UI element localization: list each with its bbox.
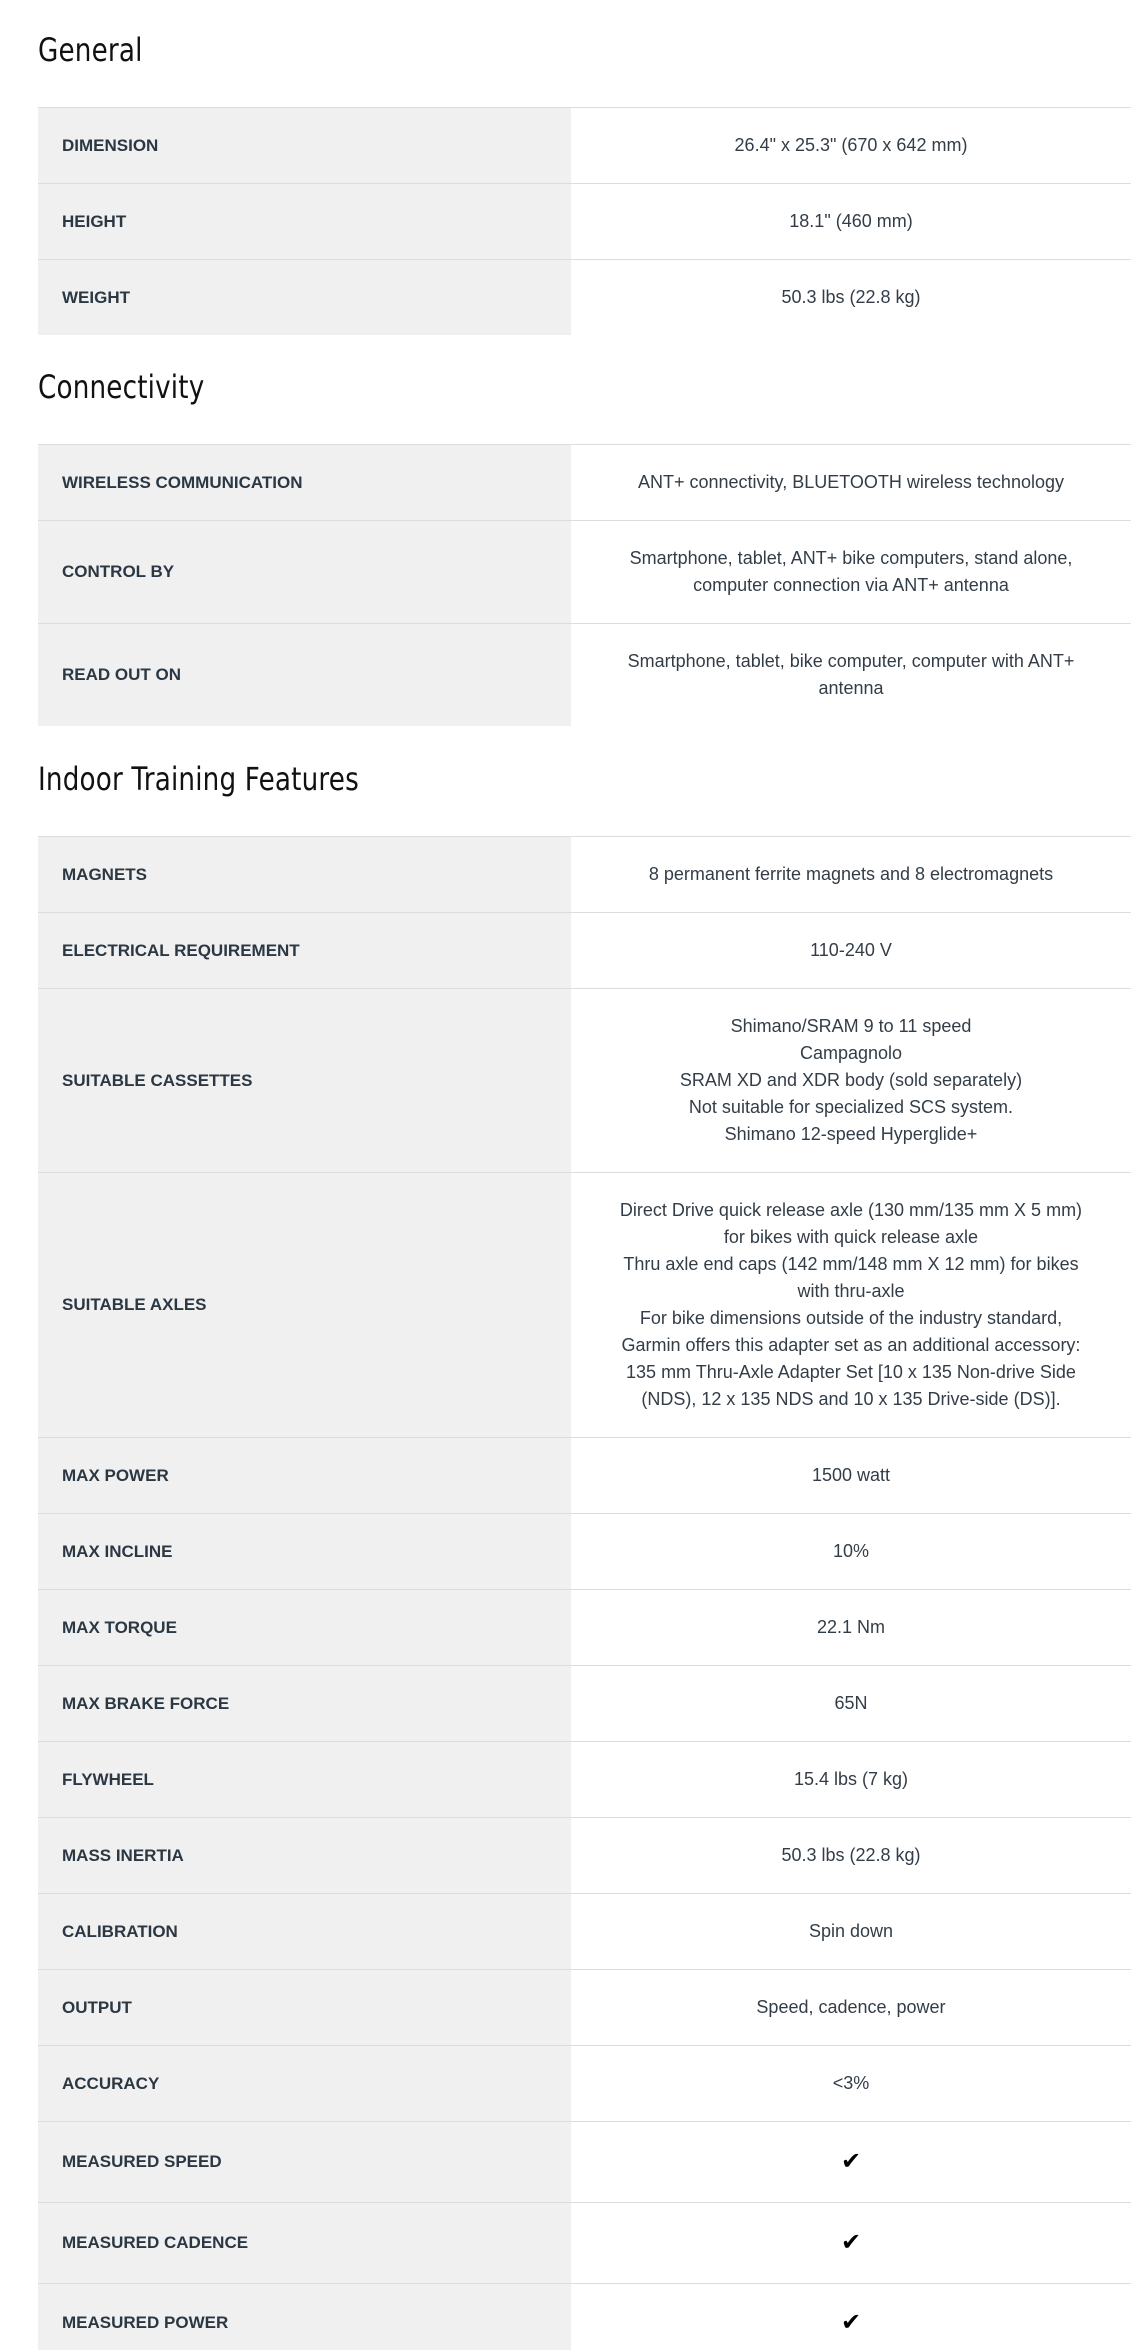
spec-row-measured-cadence bbox=[38, 2203, 1131, 2284]
spec-row-measured-speed bbox=[38, 2122, 1131, 2203]
spec-row-read-out-on bbox=[38, 624, 1131, 726]
spec-label: MASS INERTIA bbox=[38, 1818, 571, 1893]
spec-value: 22.1 Nm bbox=[816, 1617, 886, 1637]
spec-label: MAX POWER bbox=[38, 1438, 571, 1513]
spec-label: SUITABLE AXLES bbox=[38, 1173, 571, 1437]
spec-label: MAX INCLINE bbox=[38, 1514, 571, 1589]
spec-value: 15.4 lbs (7 kg) bbox=[793, 1769, 909, 1789]
spec-row-mass-inertia bbox=[38, 1818, 1131, 1894]
spec-value: 18.1" (460 mm) bbox=[789, 211, 913, 231]
spec-value: 26.4" x 25.3" (670 x 642 mm) bbox=[734, 135, 968, 155]
spec-value: ANT+ connectivity, BLUETOOTH wireless technology bbox=[638, 472, 1064, 492]
spec-label: ELECTRICAL REQUIREMENT bbox=[38, 913, 571, 988]
section-indoor-training-features bbox=[38, 760, 1131, 2350]
spec-label: READ OUT ON bbox=[38, 624, 571, 726]
spec-value: 110-240 V bbox=[810, 940, 892, 960]
spec-value: Direct Drive quick release axle (130 mm/135 mm X 5 mm) for bikes with quick release axle Thru axle end caps (142 mm/148 mm X 12 mm) for bikes with thru-axle For bike dimensions outside of the industry standard, Garmin offers this adapter set as an additional accessory: 135 mm Thru-Axle Adapter Set [10 x 135 Non-drive Side (NDS), 12 x 135 NDS and 10 x 135 Drive-side (DS)]. bbox=[619, 1200, 1083, 1409]
spec-label: OUTPUT bbox=[38, 1970, 571, 2045]
spec-row-max-torque bbox=[38, 1590, 1131, 1666]
spec-value: 65N bbox=[834, 1693, 868, 1713]
spec-row-measured-power bbox=[38, 2284, 1131, 2350]
spec-label: WEIGHT bbox=[38, 260, 571, 335]
spec-row-max-brake-force bbox=[38, 1666, 1131, 1742]
spec-value bbox=[571, 2203, 1131, 2283]
spec-row-electrical-requirement bbox=[38, 913, 1131, 989]
spec-value: 50.3 lbs (22.8 kg) bbox=[781, 1845, 921, 1865]
spec-label: MEASURED CADENCE bbox=[38, 2203, 571, 2283]
spec-row-magnets bbox=[38, 837, 1131, 913]
spec-value: Spin down bbox=[808, 1921, 894, 1941]
spec-label: CONTROL BY bbox=[38, 521, 571, 623]
checkmark-icon: ✔ bbox=[840, 2229, 862, 2256]
spec-row-flywheel bbox=[38, 1742, 1131, 1818]
spec-label: HEIGHT bbox=[38, 184, 571, 259]
spec-label: DIMENSION bbox=[38, 108, 571, 183]
spec-value: Shimano/SRAM 9 to 11 speed Campagnolo SRAM XD and XDR body (sold separately) Not suitable for specialized SCS system. Shimano 12-speed Hyperglide+ bbox=[679, 1016, 1023, 1144]
spec-value: Speed, cadence, power bbox=[756, 1997, 946, 2017]
spec-row-output bbox=[38, 1970, 1131, 2046]
section-general bbox=[38, 31, 1131, 335]
spec-table bbox=[38, 836, 1131, 2350]
spec-row-control-by bbox=[38, 521, 1131, 624]
spec-label: MAGNETS bbox=[38, 837, 571, 912]
spec-label: SUITABLE CASSETTES bbox=[38, 989, 571, 1172]
spec-row-calibration bbox=[38, 1894, 1131, 1970]
spec-label: ACCURACY bbox=[38, 2046, 571, 2121]
spec-value: 50.3 lbs (22.8 kg) bbox=[781, 287, 921, 307]
spec-label: MAX BRAKE FORCE bbox=[38, 1666, 571, 1741]
spec-label: MEASURED SPEED bbox=[38, 2122, 571, 2202]
section-title: Indoor Training Features bbox=[38, 760, 359, 798]
spec-row-max-power bbox=[38, 1438, 1131, 1514]
spec-value: Smartphone, tablet, bike computer, computer with ANT+ antenna bbox=[627, 651, 1075, 698]
checkmark-icon: ✔ bbox=[840, 2148, 862, 2175]
spec-table bbox=[38, 107, 1131, 335]
spec-table bbox=[38, 444, 1131, 726]
checkmark-icon: ✔ bbox=[840, 2309, 862, 2336]
section-title: Connectivity bbox=[38, 368, 205, 406]
section-connectivity bbox=[38, 368, 1131, 726]
spec-row-height bbox=[38, 184, 1131, 260]
spec-value: Smartphone, tablet, ANT+ bike computers, stand alone, computer connection via ANT+ antenna bbox=[629, 548, 1073, 595]
spec-value: <3% bbox=[832, 2073, 870, 2093]
spec-row-wireless-communication bbox=[38, 445, 1131, 521]
spec-label: WIRELESS COMMUNICATION bbox=[38, 445, 571, 520]
spec-label: MAX TORQUE bbox=[38, 1590, 571, 1665]
spec-value bbox=[571, 2284, 1131, 2350]
spec-row-suitable-cassettes bbox=[38, 989, 1131, 1173]
spec-row-weight bbox=[38, 260, 1131, 335]
spec-row-suitable-axles bbox=[38, 1173, 1131, 1438]
spec-value: 10% bbox=[832, 1541, 870, 1561]
spec-value: 1500 watt bbox=[811, 1465, 891, 1485]
spec-row-accuracy bbox=[38, 2046, 1131, 2122]
spec-label: MEASURED POWER bbox=[38, 2284, 571, 2350]
spec-value bbox=[571, 2122, 1131, 2202]
spec-row-dimension bbox=[38, 108, 1131, 184]
spec-row-max-incline bbox=[38, 1514, 1131, 1590]
spec-label: FLYWHEEL bbox=[38, 1742, 571, 1817]
section-title: General bbox=[38, 31, 143, 69]
spec-label: CALIBRATION bbox=[38, 1894, 571, 1969]
spec-value: 8 permanent ferrite magnets and 8 electromagnets bbox=[648, 864, 1054, 884]
